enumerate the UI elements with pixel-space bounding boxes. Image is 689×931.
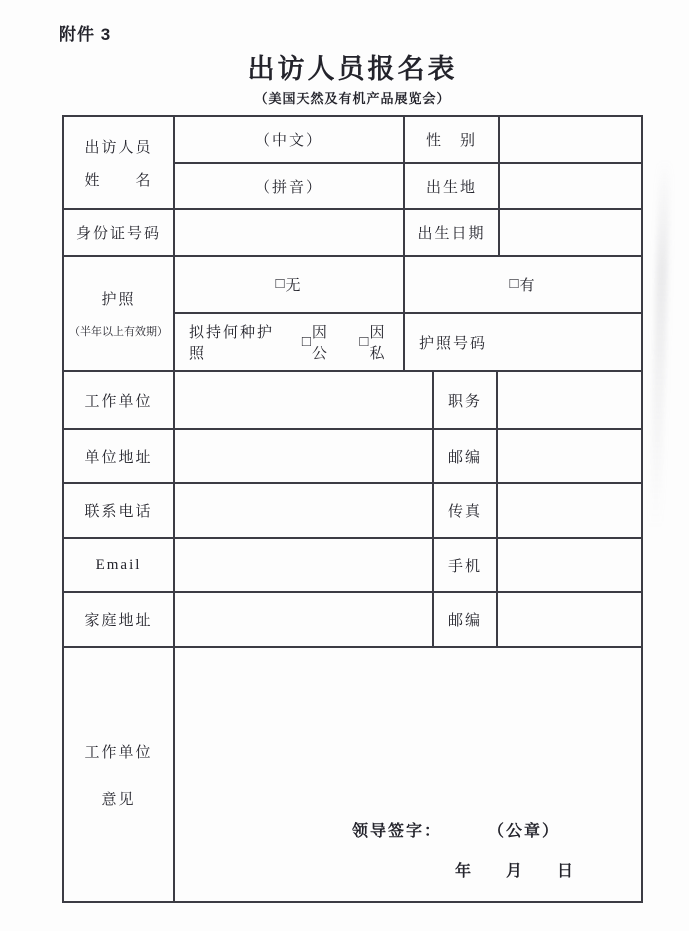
- birthdate-label-cell: 出生日期: [405, 210, 500, 257]
- date-row: 年 月 日: [455, 863, 575, 880]
- unit-postcode-label-cell: 邮编: [434, 430, 498, 484]
- opinion-label-line1: 工作单位: [84, 744, 153, 761]
- passport-label: 护照: [101, 292, 136, 308]
- fax-label-cell: 传真: [434, 484, 498, 539]
- gender-value-cell[interactable]: [500, 117, 641, 164]
- work-unit-label-cell: 工作单位: [64, 372, 175, 430]
- contact-section: [64, 372, 641, 648]
- home-address-label-cell: 家庭地址: [64, 593, 175, 648]
- passport-none-option[interactable]: [275, 274, 302, 295]
- passport-have-option[interactable]: [509, 274, 536, 295]
- passport-label-cell: [64, 257, 175, 372]
- home-postcode-label-cell: 邮编: [434, 593, 498, 648]
- passport-number-cell[interactable]: [405, 314, 641, 372]
- id-number-value-cell[interactable]: [175, 210, 405, 257]
- attachment-label: 附件 3: [59, 25, 112, 44]
- phone-label-cell: 联系电话: [64, 484, 175, 539]
- passport-number-label: 护照号码: [419, 335, 488, 352]
- unit-address-value-cell[interactable]: [175, 430, 434, 484]
- form-subtitle: （美国天然及有机产品展览会）: [254, 91, 451, 106]
- gender-label-cell: 性 别: [405, 117, 500, 164]
- name-chinese-label-cell[interactable]: （中文）: [175, 117, 405, 164]
- official-seal-label: （公章）: [488, 823, 561, 840]
- passport-official-option[interactable]: [302, 321, 346, 363]
- checkbox-icon[interactable]: □: [301, 333, 311, 350]
- job-title-label-cell: 职务: [434, 372, 498, 430]
- mobile-value-cell[interactable]: [498, 539, 641, 593]
- birthplace-label-cell: 出生地: [405, 164, 500, 210]
- opinion-label-cell: [64, 648, 175, 901]
- checkbox-icon[interactable]: □: [275, 276, 285, 292]
- checkbox-icon[interactable]: □: [509, 276, 519, 292]
- phone-value-cell[interactable]: [175, 484, 434, 539]
- scan-artifact: [649, 160, 671, 530]
- passport-type-cell: [175, 314, 405, 372]
- name-pinyin-label-cell[interactable]: （拼音）: [175, 164, 405, 210]
- id-number-label-cell: 身份证号码: [64, 210, 175, 257]
- passport-private-option[interactable]: [359, 321, 403, 363]
- birthplace-value-cell[interactable]: [500, 164, 641, 210]
- passport-official-label: 因公: [311, 325, 329, 362]
- signature-row: [352, 818, 560, 841]
- passport-have-option-cell[interactable]: [405, 257, 641, 314]
- leader-signature-label: 领导签字：: [352, 823, 443, 840]
- unit-address-label-cell: 单位地址: [64, 430, 175, 484]
- passport-validity-note: （半年以上有效期）: [69, 326, 168, 338]
- email-label-cell: Email: [64, 539, 175, 593]
- email-value-cell[interactable]: [175, 539, 434, 593]
- unit-postcode-value-cell[interactable]: [498, 430, 641, 484]
- home-postcode-value-cell[interactable]: [498, 593, 641, 648]
- name-label-line2: 姓 名: [84, 172, 153, 189]
- opinion-content-cell[interactable]: [175, 648, 641, 901]
- passport-none-option-cell[interactable]: [175, 257, 405, 314]
- home-address-value-cell[interactable]: [175, 593, 434, 648]
- work-unit-value-cell[interactable]: [175, 372, 434, 430]
- mobile-label-cell: 手机: [434, 539, 498, 593]
- name-section: [64, 117, 641, 257]
- passport-private-label: 因私: [369, 325, 387, 362]
- fax-value-cell[interactable]: [498, 484, 641, 539]
- registration-form-table: [62, 115, 643, 903]
- name-label-line1: 出访人员: [84, 139, 153, 156]
- checkbox-icon[interactable]: □: [359, 333, 369, 350]
- job-title-value-cell[interactable]: [498, 372, 641, 430]
- form-title: 出访人员报名表: [247, 54, 458, 84]
- opinion-label-line2: 意见: [101, 791, 136, 808]
- birthdate-value-cell[interactable]: [500, 210, 641, 257]
- name-label-cell: [64, 117, 175, 210]
- opinion-section: [64, 648, 641, 901]
- passport-have-label: 有: [519, 278, 537, 294]
- passport-section: [64, 257, 641, 372]
- passport-none-label: 无: [285, 278, 303, 294]
- passport-type-question: 拟持何种护照: [189, 325, 275, 362]
